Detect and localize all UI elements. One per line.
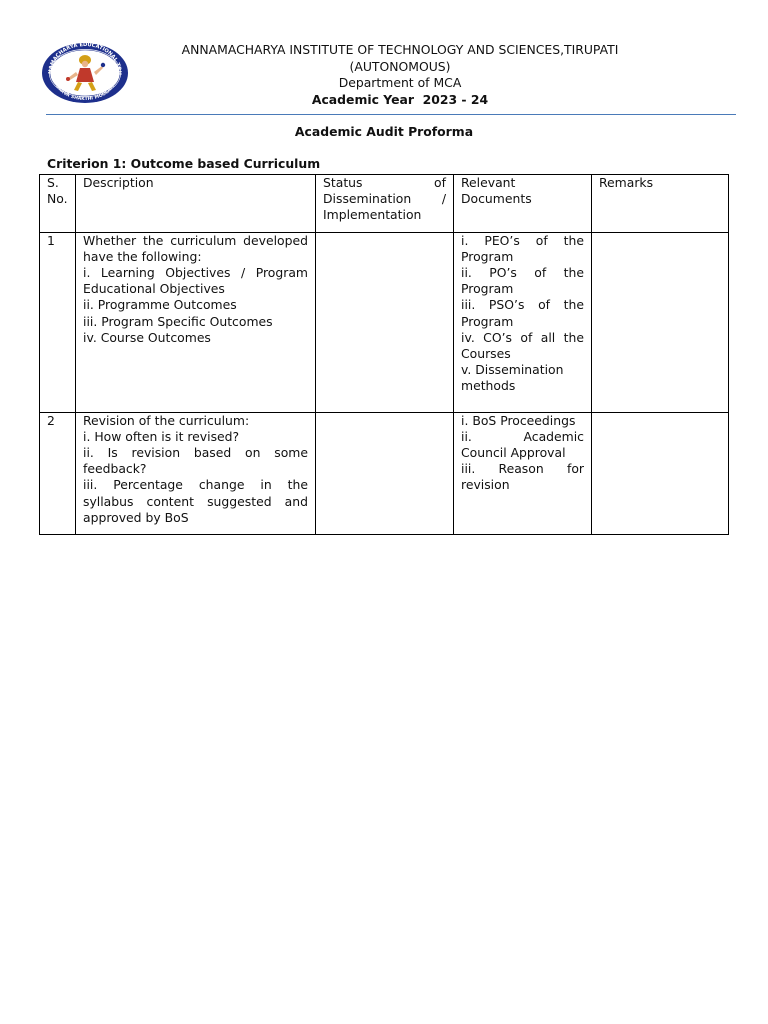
row-documents: [454, 412, 592, 534]
header-sno: [40, 175, 76, 233]
svg-text:SARVA SHAKTHI MOOLAM: SARVA SHAKTHI MOOLAM: [54, 84, 116, 103]
description-line: ii. Programme Outcomes: [83, 297, 237, 313]
description-line: i. How often is it revised?: [83, 428, 240, 444]
criterion-heading: Criterion 1: Outcome based Curriculum: [47, 156, 321, 171]
description-line: have the following:: [83, 248, 202, 264]
table-row: [40, 412, 729, 534]
row-documents: [454, 232, 592, 412]
document-line: ii. Academic: [461, 428, 584, 444]
header-sno-line: No.: [47, 191, 68, 207]
header-status-line: Status of: [323, 175, 446, 190]
institute-name: ANNAMACHARYA INSTITUTE OF TECHNOLOGY AND SCIENCES,TIRUPATI: [181, 42, 619, 57]
description-line: ii. Is revision based on some: [83, 445, 308, 461]
document-line: Courses: [461, 346, 511, 362]
department-name: Department of MCA: [338, 75, 462, 90]
header-sno-line: S.: [47, 175, 59, 190]
document-line: iii. PSO’s of the: [461, 297, 584, 313]
description-line: iii. Percentage change in the: [83, 477, 308, 493]
document-header: [130, 42, 670, 108]
row-remarks: [592, 412, 729, 534]
institute-logo: [40, 42, 130, 104]
description-line: Revision of the curriculum:: [83, 412, 250, 428]
document-line: methods: [461, 378, 516, 394]
header-status-line: Implementation: [323, 207, 422, 223]
row-status: [316, 412, 454, 534]
academic-year: Academic Year 2023 - 24: [311, 91, 489, 107]
document-title: Academic Audit Proforma: [294, 124, 474, 139]
description-line: approved by BoS: [83, 509, 189, 525]
header-documents-line: Documents: [461, 191, 532, 207]
header-status-line: Dissemination /: [323, 191, 446, 207]
header-documents-line: Relevant: [461, 175, 516, 190]
document-line: Program: [461, 281, 514, 297]
description-line: feedback?: [83, 461, 147, 477]
row-status: [316, 232, 454, 412]
header-description: Description: [76, 175, 316, 233]
row-description: [76, 232, 316, 412]
header-status: [316, 175, 454, 233]
header-remarks: Remarks: [592, 175, 729, 233]
svg-text:ANNAMACHARYA EDUCATIONAL TRUST: NAMACHARYA EDUCATIONAL TRU: [47, 42, 123, 76]
table-header-row: [40, 175, 729, 233]
audit-table: [39, 174, 729, 535]
row-sno: 2: [40, 412, 76, 534]
description-line: i. Learning Objectives / Program: [83, 265, 308, 281]
description-line: Whether the curriculum developed: [83, 232, 308, 248]
document-line: Program: [461, 248, 514, 264]
document-line: ii. PO’s of the: [461, 265, 584, 281]
description-line: iv. Course Outcomes: [83, 329, 211, 345]
description-line: Educational Objectives: [83, 281, 225, 297]
document-line: Council Approval: [461, 445, 566, 461]
row-sno: 1: [40, 232, 76, 412]
document-line: v. Dissemination: [461, 362, 564, 378]
row-description: [76, 412, 316, 534]
description-line: iii. Program Specific Outcomes: [83, 313, 273, 329]
document-line: i. BoS Proceedings: [461, 412, 576, 428]
header-documents: [454, 175, 592, 233]
document-line: i. PEO’s of the: [461, 232, 584, 248]
document-line: iii. Reason for: [461, 461, 584, 477]
document-line: iv. CO’s of all the: [461, 329, 584, 345]
document-line: Program: [461, 313, 514, 329]
row-remarks: [592, 232, 729, 412]
document-line: revision: [461, 477, 510, 493]
description-line: syllabus content suggested and: [83, 493, 308, 509]
header-divider: [46, 114, 736, 115]
table-row: [40, 232, 729, 412]
autonomous-status: (AUTONOMOUS): [349, 58, 451, 74]
